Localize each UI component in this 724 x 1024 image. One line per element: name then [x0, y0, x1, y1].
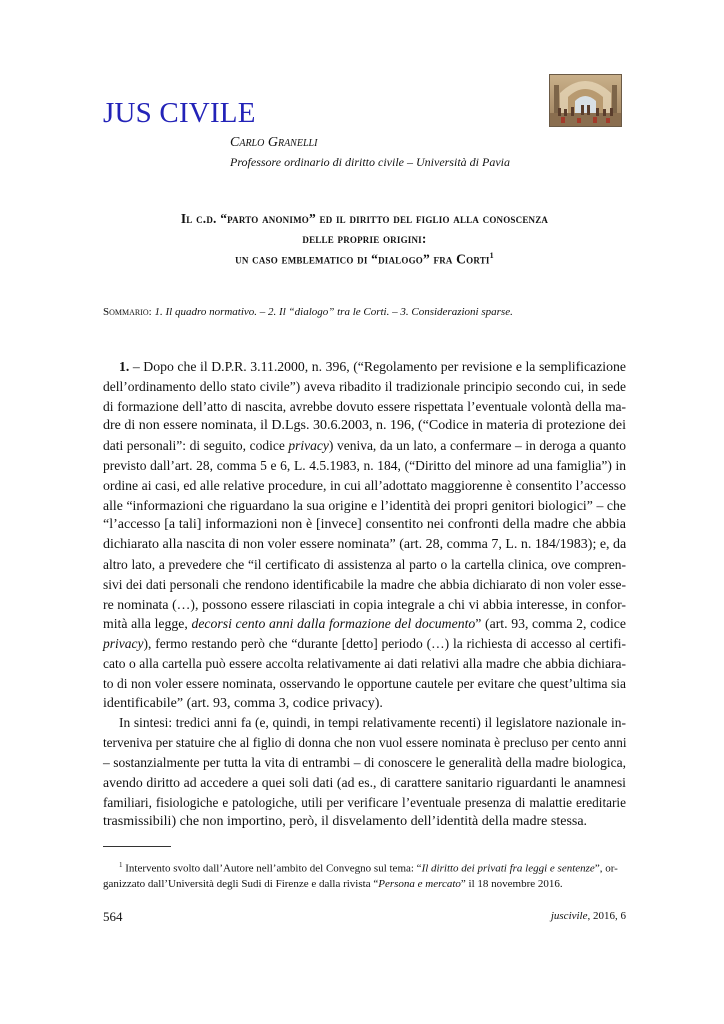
article-title-line-2: delle proprie origini:	[302, 231, 427, 246]
footnote-text: ganizzato dall’Università degli Sudi di Firenze e dalla rivista “	[103, 878, 379, 890]
summary-text: 1. Il quadro normativo. – 2. Il “dialogo” tra le Corti. – 3. Considerazioni sparse.	[154, 306, 513, 318]
body-line	[103, 438, 626, 454]
body-line: terveniva per statuire che al figlio di donna che non vuol essere nominata è precluso per cento anni	[103, 735, 627, 751]
footnote-separator	[103, 846, 171, 847]
body-text: – Dopo che il D.P.R. 3.11.2000, n. 396, (“Regolamento per revisione e la semplificazione	[129, 359, 626, 374]
page-number: 564	[103, 909, 123, 924]
footnote-italic: Persona e mercato	[378, 878, 461, 890]
section-number: 1.	[119, 359, 130, 374]
body-line: cato o alla cartella può essere accolta relativamente ai dati relativi alla madre che abbia dichiara-	[103, 656, 626, 671]
body-line	[103, 636, 626, 652]
body-line: previsto dall’art. 28, comma 5 e 6, L. 4.5.1983, n. 184, (“Diritto del minore ad una famiglia”) in	[103, 458, 626, 473]
body-line: dichiarato alla nascita di non voler essere nominata” (art. 28, comma 7, L. n. 184/1983); e, da	[103, 537, 627, 553]
footnote-number: 1	[119, 861, 123, 869]
body-italic: privacy	[288, 438, 329, 454]
body-line: to di non voler essere nominata, osservando le opportune cautele per evitare che quest’ultima sia	[103, 675, 626, 691]
body-line: alle “informazioni che riguardano la sua origine e l’identità dei propri genitori biologici” – che	[103, 497, 626, 513]
body-line: trasmissibili) che non importino, però, il disvelamento dell’identità della madre stessa.	[103, 814, 588, 830]
body-italic: decorsi cento anni dalla formazione del documento	[191, 616, 476, 632]
body-line: In sintesi: tredici anni fa (e, quindi, in tempi relativamente recenti) il legislatore nazionale in-	[119, 715, 626, 731]
summary	[103, 306, 513, 318]
footer-issue: , 2016, 6	[587, 910, 626, 922]
footnote-text: ”, or-	[594, 862, 618, 875]
footnote-line-2	[103, 878, 563, 890]
body-line: identificabile” (art. 93, comma 3, codice privacy).	[103, 695, 383, 711]
body-line: dell’ordinamento dello stato civile”) aveva ribadito il tradizionale principio secondo cui, in sede	[103, 378, 626, 394]
body-text: mità alla legge,	[103, 616, 192, 632]
school-of-athens-icon	[549, 74, 622, 127]
author-affiliation: Professore ordinario di diritto civile – Università di Pavia	[230, 155, 510, 169]
body-line: – sostanzialmente per tutta la vita di entrambi – di conoscere le generalità della madre biologica,	[103, 755, 626, 770]
body-line: sivi dei dati personali che rendono identificabile la madre che abbia dichiarato di non voler esse-	[103, 576, 626, 592]
body-line	[119, 359, 626, 375]
footnote-line-1	[119, 861, 618, 875]
body-line: altro lato, a prevedere che “il certificato di assistenza al parto o la cartella clinica, ove compren-	[103, 557, 626, 572]
body-line: ordine ai casi, ed alle relative procedure, in cui all’adottato maggiorenne è consentito l’accesso	[103, 477, 626, 493]
body-line: avendo diritto ad accedere a quei soli dati (ad es., di carattere sanitario riguardanti le anamnesi	[103, 774, 626, 790]
body-line: di formazione dell’atto di nascita, avrebbe dovuto essere rispettata l’eventuale volontà della ma-	[103, 398, 626, 414]
body-text: ), fermo restando però che “durante [detto] periodo (…) la richiesta di accesso al certifi-	[143, 636, 626, 652]
body-line: “l’accesso [a tali] informazioni non è [invece] consentito nei confronti della madre che abbia	[103, 517, 626, 533]
journal-title: JUS CIVILE	[103, 97, 256, 129]
footer-journal-issue	[551, 910, 626, 922]
article-title-line-1: Il c.d. “parto anonimo” ed il diritto del figlio alla conoscenza	[180, 211, 549, 226]
body-text: dati personali”: di seguito, codice	[103, 438, 289, 454]
body-line: dre di non essere nominata, il D.Lgs. 30.6.2003, n. 196, (“Codice in materia di protezione dei	[103, 418, 626, 434]
article-title-line-3	[103, 251, 626, 268]
body-line	[103, 616, 626, 632]
body-line: familiari, fisiologiche e patologiche, utili per verificare l’eventuale presenza di malattie ereditarie	[103, 794, 626, 810]
body-text: ) veniva, da un lato, a confermare – in deroga a quanto	[328, 438, 626, 454]
body-text: ” (art. 93, comma 2, codice	[475, 616, 626, 632]
author-name	[230, 135, 317, 151]
author-last-name: Granelli	[267, 135, 318, 150]
body-italic: privacy	[103, 636, 144, 652]
footnote-text: ” il 18 novembre 2016.	[460, 878, 563, 890]
title-footnote-ref[interactable]: 1	[489, 251, 494, 260]
footer-journal: juscivile	[550, 910, 588, 922]
footnote-text: Intervento svolto dall’Autore nell’ambito del Convegno sul tema: “	[122, 862, 422, 875]
footnote-italic: Il diritto dei privati fra leggi e sentenze	[421, 862, 595, 875]
title-line-3-text: un caso emblematico di “dialogo” fra Corti	[235, 251, 490, 267]
summary-label: Sommario:	[103, 306, 152, 318]
body-line: re nominata (…), possono essere rilasciati in copia integrale a chi vi abbia interesse, in confor-	[103, 596, 626, 612]
author-first-name: Carlo	[230, 135, 265, 150]
